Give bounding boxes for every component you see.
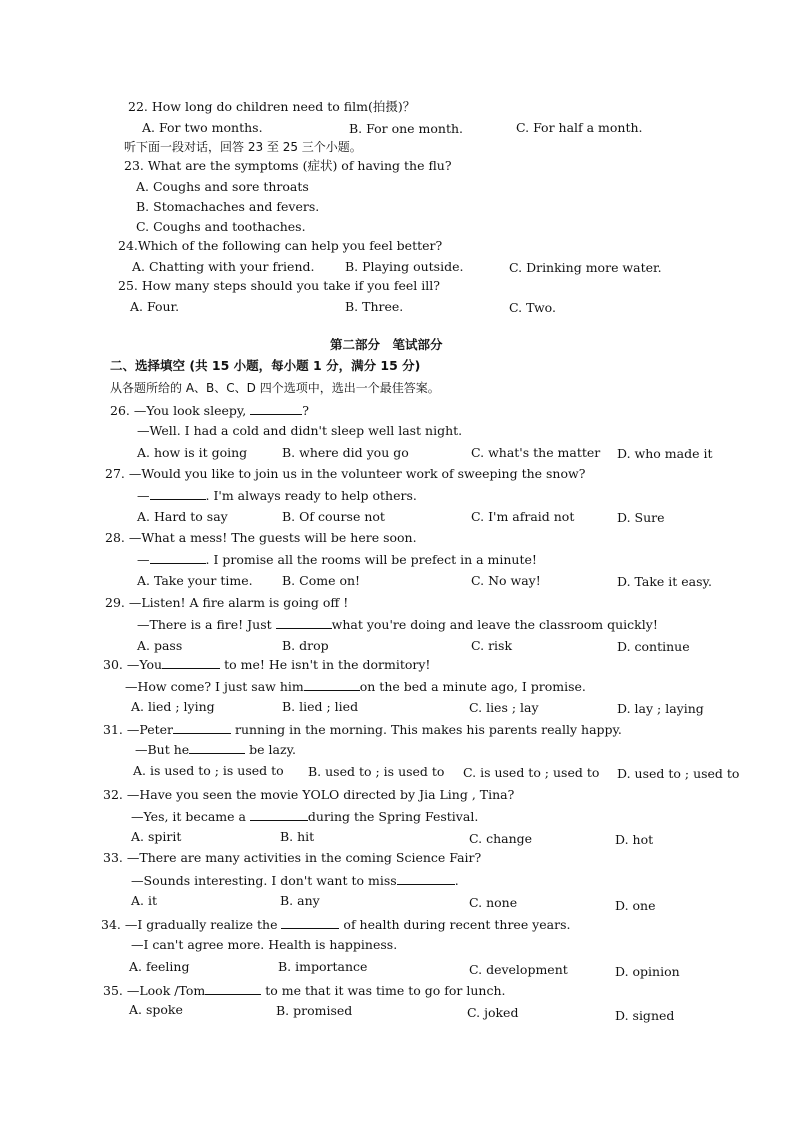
q27-option-d: D. Sure bbox=[617, 510, 665, 525]
q30-line1: 30. —You to me! He isn't in the dormitory! bbox=[103, 657, 431, 672]
q35-line1: 35. —Look /Tom to me that it was time to go for lunch. bbox=[103, 983, 506, 998]
q24-option-a: A. Chatting with your friend. bbox=[132, 259, 315, 274]
q34-line2: —I can't agree more. Health is happiness. bbox=[131, 937, 398, 952]
q24-stem: 24.Which of the following can help you feel better? bbox=[118, 238, 443, 253]
q25-option-a: A. Four. bbox=[130, 299, 180, 314]
answer-blank bbox=[205, 982, 261, 995]
q31-option-a: A. is used to ; is used to bbox=[133, 763, 284, 778]
q23-stem: 23. What are the symptoms (症状) of having the flu? bbox=[124, 158, 452, 173]
answer-blank bbox=[276, 616, 332, 629]
q26-option-a: A. how is it going bbox=[137, 445, 248, 460]
q29-option-d: D. continue bbox=[617, 639, 690, 654]
q31-line2: —But he be lazy. bbox=[135, 742, 296, 757]
q31-option-b: B. used to ; is used to bbox=[308, 764, 445, 779]
q33-line1: 33. —There are many activities in the coming Science Fair? bbox=[103, 850, 482, 865]
q32-option-b: B. hit bbox=[280, 829, 315, 844]
answer-blank bbox=[304, 678, 360, 691]
section2-title: 二、选择填空 (共 15 小题，每小题 1 分，满分 15 分) bbox=[110, 358, 421, 373]
answer-blank bbox=[150, 551, 206, 564]
q33-line2: —Sounds interesting. I don't want to miss . bbox=[131, 873, 459, 888]
q28-line1: 28. —What a mess! The guests will be here soon. bbox=[105, 530, 417, 545]
q22-option-c: C. For half a month. bbox=[516, 120, 643, 135]
q22-option-b: B. For one month. bbox=[349, 121, 464, 136]
q27-option-a: A. Hard to say bbox=[137, 509, 228, 524]
answer-blank bbox=[173, 721, 231, 734]
q35-option-c: C. joked bbox=[467, 1005, 519, 1020]
q34-option-a: A. feeling bbox=[129, 959, 190, 974]
q28-option-a: A. Take your time. bbox=[137, 573, 253, 588]
q34-line1: 34. —I gradually realize the of health during recent three years. bbox=[101, 917, 571, 932]
q32-option-c: C. change bbox=[469, 831, 533, 846]
q27-line2: — . I'm always ready to help others. bbox=[137, 488, 417, 503]
q26-option-d: D. who made it bbox=[617, 446, 713, 461]
q33-option-d: D. one bbox=[615, 898, 656, 913]
answer-blank bbox=[189, 741, 245, 754]
q33-option-a: A. it bbox=[131, 893, 157, 908]
q31-option-c: C. is used to ; used to bbox=[463, 765, 600, 780]
q29-option-a: A. pass bbox=[137, 638, 183, 653]
part2-title: 第二部分 笔试部分 bbox=[330, 337, 443, 352]
q29-option-c: C. risk bbox=[471, 638, 513, 653]
q29-line2: —There is a fire! Just what you're doing and leave the classroom quickly! bbox=[137, 617, 658, 632]
q30-option-b: B. lied ; lied bbox=[282, 699, 359, 714]
q32-line2: —Yes, it became a during the Spring Festival. bbox=[131, 809, 479, 824]
q35-option-d: D. signed bbox=[615, 1008, 675, 1023]
q26-line2: —Well. I had a cold and didn't sleep well last night. bbox=[137, 423, 463, 438]
q25-stem: 25. How many steps should you take if you feel ill? bbox=[118, 278, 440, 293]
q26-option-c: C. what's the matter bbox=[471, 445, 601, 460]
q23-option-a: A. Coughs and sore throats bbox=[136, 179, 309, 194]
q28-option-c: C. No way! bbox=[471, 573, 541, 588]
q34-option-b: B. importance bbox=[278, 959, 368, 974]
q24-option-c: C. Drinking more water. bbox=[509, 260, 662, 275]
q35-option-b: B. promised bbox=[276, 1003, 353, 1018]
q31-line1: 31. —Peter running in the morning. This makes his parents really happy. bbox=[103, 722, 622, 737]
answer-blank bbox=[162, 656, 220, 669]
q25-option-b: B. Three. bbox=[345, 299, 404, 314]
q26-option-b: B. where did you go bbox=[282, 445, 409, 460]
q23-option-b: B. Stomachaches and fevers. bbox=[136, 199, 320, 214]
answer-blank bbox=[250, 402, 302, 415]
q30-option-a: A. lied ; lying bbox=[131, 699, 215, 714]
q25-option-c: C. Two. bbox=[509, 300, 556, 315]
q27-option-b: B. Of course not bbox=[282, 509, 385, 524]
q32-option-d: D. hot bbox=[615, 832, 654, 847]
q32-line1: 32. —Have you seen the movie YOLO directed by Jia Ling , Tina? bbox=[103, 787, 515, 802]
q28-line2: — . I promise all the rooms will be prefect in a minute! bbox=[137, 552, 537, 567]
q33-option-b: B. any bbox=[280, 893, 320, 908]
q27-option-c: C. I'm afraid not bbox=[471, 509, 575, 524]
answer-blank bbox=[397, 872, 455, 885]
q28-option-b: B. Come on! bbox=[282, 573, 361, 588]
q30-option-d: D. lay ; laying bbox=[617, 701, 704, 716]
q34-option-d: D. opinion bbox=[615, 964, 680, 979]
q31-option-d: D. used to ; used to bbox=[617, 766, 740, 781]
q30-option-c: C. lies ; lay bbox=[469, 700, 539, 715]
instruction-23-25: 听下面一段对话，回答 23 至 25 三个小题。 bbox=[124, 140, 362, 154]
q24-option-b: B. Playing outside. bbox=[345, 259, 464, 274]
q34-option-c: C. development bbox=[469, 962, 568, 977]
q32-option-a: A. spirit bbox=[131, 829, 182, 844]
q29-line1: 29. —Listen! A fire alarm is going off ! bbox=[105, 595, 349, 610]
answer-blank bbox=[150, 487, 206, 500]
q27-line1: 27. —Would you like to join us in the volunteer work of sweeping the snow? bbox=[105, 466, 586, 481]
answer-blank bbox=[281, 916, 339, 929]
q30-line2: —How come? I just saw him on the bed a minute ago, I promise. bbox=[125, 679, 586, 694]
q29-option-b: B. drop bbox=[282, 638, 329, 653]
q35-option-a: A. spoke bbox=[129, 1002, 183, 1017]
q33-option-c: C. none bbox=[469, 895, 518, 910]
q26-line1: 26. —You look sleepy, ? bbox=[110, 403, 309, 418]
section2-instruction: 从各题所给的 A、B、C、D 四个选项中，选出一个最佳答案。 bbox=[110, 381, 440, 395]
q23-option-c: C. Coughs and toothaches. bbox=[136, 219, 306, 234]
q28-option-d: D. Take it easy. bbox=[617, 574, 712, 589]
answer-blank bbox=[250, 808, 308, 821]
q22-option-a: A. For two months. bbox=[142, 120, 263, 135]
q22-stem: 22. How long do children need to film(拍摄)？ bbox=[128, 99, 416, 114]
